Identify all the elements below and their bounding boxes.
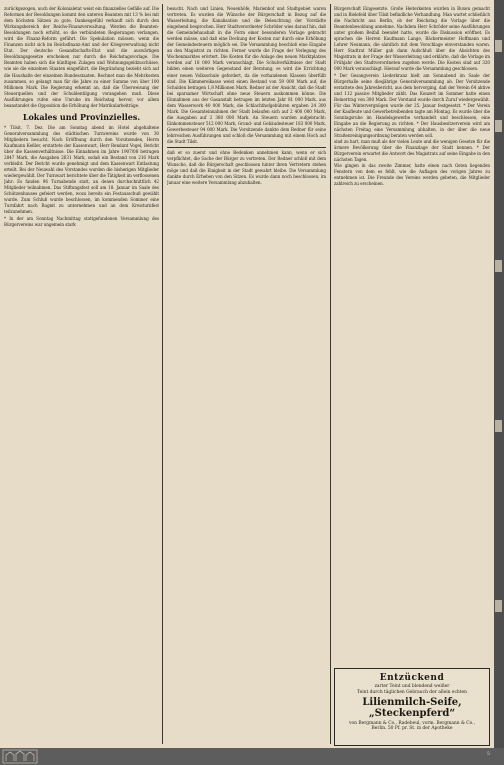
column3-body-mid: * Der Gesangverein Liederkranz hielt am Sonnabend im Saale der Bürgerhalle seine diesjährige Generalversammlung ab. Der Vorsitzende erstattete den Jahresbericht, aus dem hervorging, daß der Verein 64 aktive und 112 passive Mitglieder zählt. Das Konzert im Sommer hatte einen Reinertrag von 380 Mark. Der Vorstand wurde durch Zuruf wiedergewählt. Für das Wintervergnügen wurde der 25. Januar festgesetzt. * Der Verein der Kaufleute und Gewerbetreibenden tagte am Montag. Es wurde über die Sonntagsruhe im Handelsgewerbe verhandelt und beschlossen, eine Eingabe an die Regierung zu richten. * Der Hausbesitzerverein wird am nächsten Freitag eine Versammlung abhalten, in der über die neue Straßenreinigungsordnung beraten werden soll. <box>334 72 490 138</box>
column-2 <box>167 6 326 748</box>
column3-body-bottom: sind zu hart, man muß als der vielen Leute und die wenigen Gesetze für die ärmere Bevölkerung über die Finanzlage der Stadt kennen. * Der Bürgerverein erwartet die Antwort des Magistrats auf seine Eingabe in den nächsten Tagen. <box>334 139 490 163</box>
ad-line-3: von Bergmann & Co., Radebeul, vorm. Bergmann & Co., Berlin. 50 Pf. pr. St. in der Apotheke <box>349 721 475 731</box>
library-stamp-icon <box>2 748 38 765</box>
column3-notice: Wie gingen in das zweite Zimmer, hatte einen nach Osten liegenden Fenstern von dem es fehlt, wie die Auflagen des vorigen Jahres zu entnehmen ist. Die Freunde des Vereins werden gebeten, die Mitglieder zahlreich zu erscheinen. <box>334 163 490 187</box>
edge-tab <box>495 40 502 52</box>
ad-line-2: Teint durch täglichen Gebrauch der allein echten <box>357 690 467 695</box>
column2-body-bottom: daß er so zuerst und ohne Bedenken annehmen kann, wenn er sich verpflichtet, die Sache der Bürger zu vertreten. Der Redner schloß mit dem Wunsche, daß die Bürgerschaft geschlossen hinter ihren Vertretern stehen möge und daß die Einigkeit in der Stadt gewahrt bleibe. Die Versammlung dankte durch Erheben von den Sitzen. Es wurde dann noch beschlossen, im Januar eine weitere Versammlung abzuhalten. <box>167 150 326 186</box>
horizontal-rule <box>167 147 326 148</box>
column1-body-bottom: * Tilsit, 7. Dez. Die am Sonntag abend im Hotel abgehaltene Generalversammlung des städtischen Turnvereins wurde von 30 Mitgliedern besucht. Nach Eröffnung durch den Vorsitzenden, Herrn Kaufmann Keßler, erstattete der Kassenwart, Herr Rendant Vogel, Bericht über die Kassenverhältnisse. Die Einnahmen im Jahre 1907/08 betrugen 2847 Mark, die Ausgaben 2631 Mark, sodaß ein Bestand von 216 Mark verbleibt. Der Bericht wurde genehmigt und dem Kassenwart Entlastung erteilt. Bei der Neuwahl des Vorstandes wurden die bisherigen Mitglieder wiedergewählt. Der Turnwart berichtete über die Tätigkeit im verflossenen Jahr: Es fanden 96 Turnabende statt, an denen durchschnittlich 42 Mitglieder teilnahmen. Das Stiftungsfest soll am 18. Januar im Saale des Schützenhauses gefeiert werden, wozu bereits ein Festausschuß gewählt wurde. Zum Schluß wurde beschlossen, im kommenden Sommer eine Turnfahrt nach Ragnit zu unternehmen und an dem Kreisturnfest teilzunehmen. <box>4 124 159 215</box>
scan-bottom-strip <box>0 748 504 765</box>
column3-body-top: Bürgerschaft Eingesetzte. Große Heiterkeiten wurden in Buxen gemacht und in Bielefeld über Tilsit befindliche Verhandlung. Man wartet schließlich die Nachricht aus Berlin, ob der Reichstag die Vorlage über die Beamtenbesoldung annehme. Nachdem Herr Schröder seine Ausführungen unter großem Beifall beendet hatte, wurde die Diskussion eröffnet. Es sprachen die Herren Kaufmann Lange, Bäckermeister Hoffmann und Lehrer Neumann, die sämtlich mit dem Vorschlage einverstanden waren. Herr Stadtrat Müller gab dann Aufschluß über die Absichten des Magistrats in der Frage der Wasserleitung und erklärte, daß die Vorlage im Frühjahr den Stadtverordneten zugehen werde. Die Kosten sind auf 320 000 Mark veranschlagt. Hierauf wurde die Versammlung geschlossen. <box>334 6 490 72</box>
advertisement-box <box>334 668 490 746</box>
edge-tab <box>495 120 502 132</box>
page-edge-strip <box>494 0 504 765</box>
edge-tab <box>495 260 502 272</box>
column-divider-2 <box>330 4 331 744</box>
ad-line-1: zarter Teint und blendend weißer <box>374 684 450 689</box>
column-1 <box>4 6 159 748</box>
section-heading: Lokales und Provinzielles. <box>22 111 141 122</box>
column1-body-bottom2: * In der am Sonntag Nachmittag stattgefundenen Versammlung des Bürgervereins war ungemein stark <box>4 215 159 227</box>
column2-body-top: besucht. Nach und Linien, Neuenhöfe, Marienhof und Stadtgebiet waren vertreten. Es wurden die Wünsche der Bürgerschaft in Bezug auf die Wasserleitung, die Kanalisation und die Beleuchtung der Vorstädte eingehend besprochen. Herr Stadtverordneter Schröder wies darauf hin, daß die Gemeindehaushalt in die Form einer besonderen Vorlage gebracht werden müsse, und daß eine Deckung der Kosten nur durch eine Erhöhung der Gemeindesteuern möglich sei. Die Versammlung beschloß eine Eingabe an den Magistrat zu richten. Ferner wurde die Frage der Verlegung des Wochenmarktes erörtert. Die Kosten für die Anlage des neuen Marktplatzes werden auf 18 000 Mark veranschlagt. Die Schulverhältnisse der Stadt bilden einen weiteren Gegenstand der Beratung; es wird die Errichtung einer neuen Volksschule gefordert, da die vorhandenen Klassen überfüllt sind. Die Kämmereikasse weist einen Bestand von 59 000 Mark auf, die Schulden betragen 1,8 Millionen Mark. Redner ist der Ansicht, daß die Stadt bei sparsamer Wirtschaft ohne neue Steuern auskommen könne. Die Einnahmen aus der Gasanstalt betrugen im letzten Jahr 81 000 Mark, aus dem Wasserwerk 40 000 Mark, die Schlachthofgebühren ergaben 24 300 Mark. Die Gesamteinnahmen der Stadt belaufen sich auf 2 400 000 Mark, die Ausgaben auf 2 380 000 Mark. An Steuern wurden aufgebracht: Einkommensteuer 512 000 Mark, Grund- und Gebäudesteuer 183 000 Mark, Gewerbesteuer 94 000 Mark. Die Vorsitzende dankte dem Redner für seine lehrreichen Ausführungen und schloß die Versammlung mit einem Hoch auf die Stadt Tilsit. <box>167 6 326 145</box>
column1-body-top: zurückgezogen, auch der Kolonialetat weist ein finanzielles Gefälle auf. Die Reformen der Besoldungen kommt den unteren Beamten mit 13 % bei mit dem höchsten Sätzen zu gute, Dankesgefühl verkauft sich durch den Wirkungsbereich der Reichs-Finanzverwaltung. Werden die Beamten-Besoldungen noch erhöht, so die verbündeten Regierungen verlangen, wird die Finanz-Reform geführt. Die Spekulation müssen, wenn die Finanzen nicht sich im Reichsfinanz-Amt und der Kriegsverwaltung nicht Etat. Der deutsche Gesandtschafts-Etat und die auswärtigen Besoldungsgesetze erscheinen nur durch die Reichstagsvorlage. Die Beamten haben sich die künftigen Zulagen und Wohnungsgeldzuschüsse, wie sie die einzelnen Staaten eingeführt, die Begründung bezieht sich auf die Haushalte der einzelnen Bundesstaaten. Rechnet man die Mehrkosten zusammen, so gelangt man für die Jahre zu einer Summe von über 100 Millionen Mark. Die Regierung erkennt an, daß die Überweisung der Steuerquellen und der Schuldentilgung vorangehen muß. Diese Ausführungen rufen eine Unruhe im Reichstag hervor, vor allem beanstandet die Opposition die Erhöhung der Matrikularbeiträge. <box>4 6 159 108</box>
column-divider-1 <box>162 4 163 744</box>
ad-title: Entzückend <box>379 673 445 683</box>
edge-tab <box>495 600 502 612</box>
edge-tab <box>495 420 502 432</box>
ad-brand: Lilienmilch-Seife, „Steckenpferd“ <box>362 697 462 719</box>
page-number: 5 <box>486 751 490 757</box>
column-3 <box>334 6 490 666</box>
